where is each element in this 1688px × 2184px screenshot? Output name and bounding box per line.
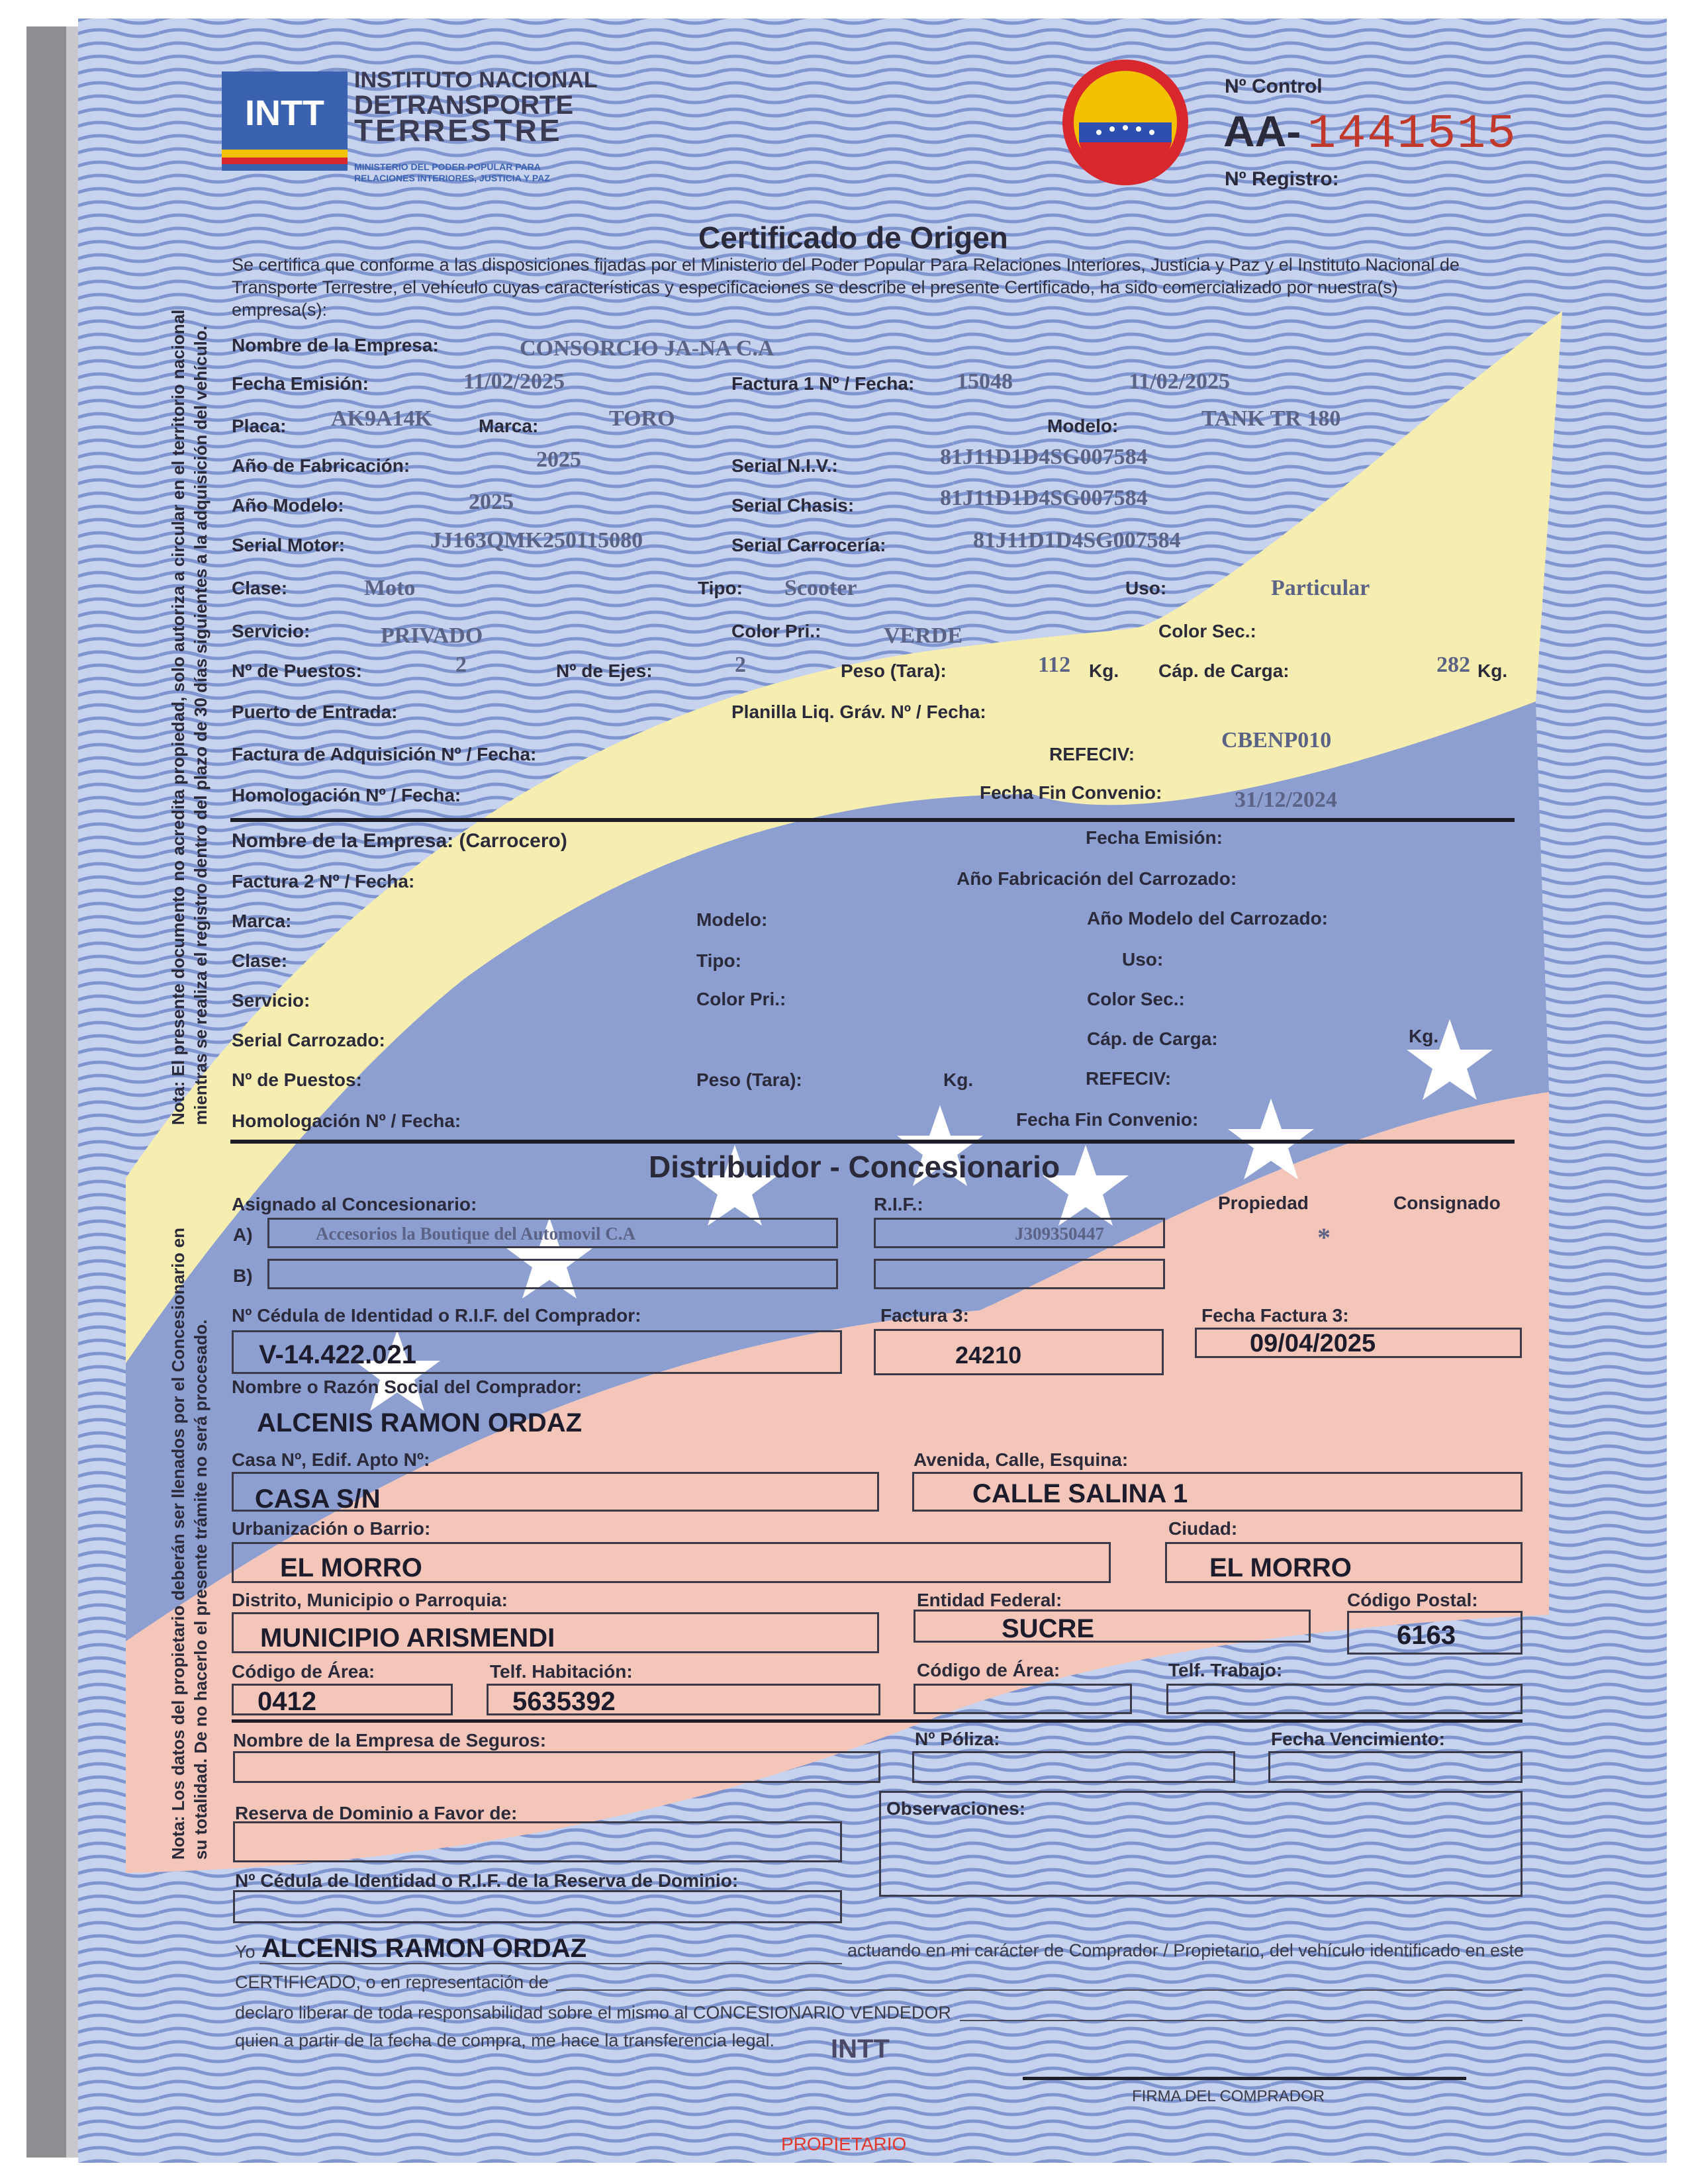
peso-unit: Kg. [1089,660,1119,681]
fecha-emision-value: 11/02/2025 [463,369,565,394]
refeciv-label: REFECIV: [1049,744,1135,764]
declaration-yo: Yo [235,1942,256,1962]
vendedor-line [960,2020,1523,2021]
ciudad-value: EL MORRO [1209,1553,1352,1582]
casa-value: CASA S/N [255,1484,381,1514]
anio-modelo-value: 2025 [469,490,514,514]
serial-motor-label: Serial Motor: [232,535,346,555]
fecha-fin-label: Fecha Fin Convenio: [980,782,1162,803]
placa-label: Placa: [232,416,287,436]
fecha-factura3-field[interactable] [1195,1328,1522,1358]
side-note-bottom: Nota: Los datos del propietario deberán ser llenados por el Concesionario en su totalidad. De no hacerlo el presente trámite no será procesado. [168,1228,211,1860]
color-sec-label: Color Sec.: [1158,621,1256,641]
modelo-label: Modelo: [1047,416,1119,436]
declaration-line3: declaro liberar de toda responsabilidad sobre el mismo al CONCESIONARIO VENDEDOR [235,2003,951,2023]
page-title: Certificado de Origen [698,220,1008,255]
carrocero-fecha-emision-label: Fecha Emisión: [1086,827,1223,848]
declaration-line1: actuando en mi carácter de Comprador / Propietario, del vehículo identificado en este [847,1940,1524,1960]
declaration-name: ALCENIS RAMON ORDAZ [261,1934,587,1963]
anio-modelo-label: Año Modelo: [232,495,344,516]
marca-value: TORO [609,406,675,431]
area1-label: Código de Área: [232,1661,375,1682]
placa-value: AK9A14K [331,406,432,431]
entidad-value: SUCRE [1002,1614,1095,1643]
reserva-label: Reserva de Dominio a Favor de: [235,1803,518,1823]
factura3-label: Factura 3: [880,1305,969,1326]
concesionario-a-field[interactable] [267,1218,838,1248]
seguros-empresa-label: Nombre de la Empresa de Seguros: [233,1730,547,1751]
planilla-label: Planilla Liq. Gráv. Nº / Fecha: [731,702,986,722]
factura3-value: 24210 [955,1342,1022,1369]
serial-niv-value: 81J11D1D4SG007584 [940,445,1148,469]
control-number: 1441515 [1307,107,1517,161]
servicio-value: PRIVADO [381,623,483,648]
rif-a-value: J309350447 [1015,1224,1104,1244]
puestos-value: 2 [455,653,467,677]
nombre-comprador-value: ALCENIS RAMON ORDAZ [257,1408,583,1437]
declaration-line2: CERTIFICADO, o en representación de [235,1972,549,1992]
declaration-name-line [259,1963,842,1964]
area2-label: Código de Área: [917,1660,1060,1680]
factura1-label: Factura 1 Nº / Fecha: [731,373,915,394]
poliza-label: Nº Póliza: [915,1729,1000,1749]
postal-value: 6163 [1397,1621,1456,1650]
empresa-value: CONSORCIO JA-NA C.A [520,336,774,361]
carrocero-peso-unit: Kg. [943,1069,974,1090]
entidad-field[interactable] [914,1610,1311,1643]
avenida-label: Avenida, Calle, Esquina: [914,1449,1129,1470]
marca-label: Marca: [479,416,539,436]
institute-name: INSTITUTO NACIONAL DETRANSPORTE TERRESTRE [354,68,598,148]
casa-label: Casa Nº, Edif. Apto Nº: [232,1449,430,1470]
carrocero-clase-label: Clase: [232,950,288,971]
entidad-label: Entidad Federal: [917,1590,1062,1610]
urbanizacion-label: Urbanización o Barrio: [232,1518,431,1539]
cedula-field[interactable] [232,1330,842,1374]
asignado-label: Asignado al Concesionario: [232,1194,477,1214]
uso-label: Uso: [1125,578,1167,598]
refeciv-value: CBENP010 [1221,728,1332,752]
peso-label: Peso (Tara): [841,660,947,681]
casa-field[interactable] [232,1472,879,1512]
serial-carroceria-label: Serial Carrocería: [731,535,886,555]
ejes-label: Nº de Ejes: [556,660,653,681]
firma-label: FIRMA DEL COMPRADOR [1132,2087,1325,2105]
concesionario-b-field[interactable] [267,1259,838,1289]
telf-trab-label: Telf. Trabajo: [1168,1660,1283,1680]
cedula-comprador-label: Nº Cédula de Identidad o R.I.F. del Comprador: [232,1305,641,1326]
carrocero-homologacion-label: Homologación Nº / Fecha: [232,1111,461,1131]
representacion-line [556,1989,1523,1991]
tipo-value: Scooter [784,576,857,600]
carrocero-color-sec-label: Color Sec.: [1087,989,1185,1009]
puestos-label: Nº de Puestos: [232,660,362,681]
intro-paragraph: Se certifica que conforme a las disposiciones fijadas por el Ministerio del Poder Popular Para Relaciones Interiores, Justicia y Paz y el Instituto Nacional de Transporte Terrestre, el vehículo cuyas características y especificaciones se describe el presente Certificado, ha sido comercializado por nuestra(s) empresa(s): [232,255,1460,320]
intt-logo-block [222,71,348,171]
reserva-field[interactable] [233,1821,842,1862]
seguros-empresa-field[interactable] [233,1751,880,1783]
propiedad-mark: * [1317,1222,1331,1252]
control-label: Nº Control [1225,75,1323,97]
area1-value: 0412 [258,1687,316,1716]
signature-line [1023,2077,1466,2080]
postal-label: Código Postal: [1347,1590,1478,1610]
distrito-field[interactable] [232,1612,879,1653]
anio-modelo-carrozado-label: Año Modelo del Carrozado: [1087,908,1328,929]
concesionario-a-value: Accesorios la Boutique del Automovil C.A [316,1224,635,1244]
registro-label: Nº Registro: [1225,168,1339,190]
carrocero-color-pri-label: Color Pri.: [696,989,786,1009]
observaciones-field[interactable] [879,1791,1523,1897]
carrocero-refeciv-label: REFECIV: [1086,1068,1172,1089]
urbanizacion-value: EL MORRO [280,1553,422,1582]
homologacion-label: Homologación Nº / Fecha: [232,785,461,805]
reserva-cedula-label: Nº Cédula de Identidad o R.I.F. de la Reserva de Dominio: [235,1870,739,1891]
cap-carga-label: Cáp. de Carga: [1158,660,1289,681]
telf-trab-field[interactable] [1166,1684,1523,1714]
telf-hab-value: 5635392 [512,1687,616,1716]
poliza-field[interactable] [912,1751,1235,1783]
ministry-name: MINISTERIO DEL PODER POPULAR PARA RELACIONES INTERIORES, JUSTICIA Y PAZ [354,161,550,183]
telf-hab-field[interactable] [487,1684,880,1715]
cap-carga-value: 282 [1436,653,1470,677]
ciudad-field[interactable] [1165,1542,1523,1583]
serial-carroceria-value: 81J11D1D4SG007584 [973,528,1181,553]
peso-value: 112 [1038,653,1071,677]
ministry-seal-icon [1059,56,1192,189]
intt-logo-text: INTT [245,93,324,133]
cedula-value: V-14.422.021 [259,1340,416,1369]
clase-label: Clase: [232,578,288,598]
serial-chasis-value: 81J11D1D4SG007584 [940,486,1148,510]
carrocero-fecha-fin-label: Fecha Fin Convenio: [1016,1109,1199,1130]
cap-carga-unit: Kg. [1477,660,1508,681]
serial-carrozado-label: Serial Carrozado: [232,1030,385,1050]
carrocero-marca-label: Marca: [232,911,292,931]
row-b-label: B) [233,1265,253,1286]
distrito-value: MUNICIPIO ARISMENDI [260,1623,555,1653]
puerto-label: Puerto de Entrada: [232,702,398,722]
rif-a-field[interactable] [874,1218,1165,1248]
carrocero-uso-label: Uso: [1122,949,1164,970]
anio-fabricacion-value: 2025 [536,447,581,472]
carrocero-empresa-label: Nombre de la Empresa: (Carrocero) [232,830,567,852]
control-prefix: AA- [1223,107,1301,156]
factura2-label: Factura 2 Nº / Fecha: [232,871,415,891]
modelo-value: TANK TR 180 [1201,406,1341,431]
carrocero-cap-carga-unit: Kg. [1409,1026,1439,1046]
nombre-comprador-label: Nombre o Razón Social del Comprador: [232,1377,582,1397]
fecha-emision-label: Fecha Emisión: [232,373,369,394]
distribuidor-title: Distribuidor - Concesionario [649,1150,1060,1184]
carrocero-servicio-label: Servicio: [232,990,310,1011]
carrocero-modelo-label: Modelo: [696,909,768,930]
ciudad-label: Ciudad: [1168,1518,1238,1539]
observaciones-label: Observaciones: [886,1798,1026,1819]
row-a-label: A) [233,1224,253,1245]
uso-value: Particular [1271,576,1370,600]
propiedad-label: Propiedad [1218,1193,1309,1213]
avenida-field[interactable] [912,1472,1523,1512]
section-divider-2 [230,1140,1515,1144]
fecha-factura3-label: Fecha Factura 3: [1201,1305,1349,1326]
vencimiento-field[interactable] [1268,1751,1523,1783]
section-divider-3 [232,1719,1523,1723]
carrocero-peso-label: Peso (Tara): [696,1069,802,1090]
anio-fabricacion-label: Año de Fabricación: [232,455,410,476]
avenida-value: CALLE SALINA 1 [972,1479,1188,1508]
intt-stamp: INTT [831,2034,890,2064]
urbanizacion-field[interactable] [232,1542,1111,1583]
section-divider [230,818,1515,822]
clase-value: Moto [364,576,416,600]
fecha-factura3-value: 09/04/2025 [1250,1330,1376,1357]
distrito-label: Distrito, Municipio o Parroquia: [232,1590,508,1610]
postal-field[interactable] [1347,1611,1523,1655]
carrocero-tipo-label: Tipo: [696,950,741,971]
serial-chasis-label: Serial Chasis: [731,495,855,516]
empresa-label: Nombre de la Empresa: [232,335,439,355]
serial-motor-value: JJ163QMK250115080 [430,528,643,553]
factura1-date: 11/02/2025 [1129,369,1231,394]
color-pri-value: VERDE [884,623,963,648]
reserva-cedula-field[interactable] [233,1890,842,1923]
tipo-label: Tipo: [698,578,743,598]
serial-niv-label: Serial N.I.V.: [731,455,838,476]
anio-fab-carrozado-label: Año Fabricación del Carrozado: [957,868,1237,889]
area2-field[interactable] [914,1684,1132,1714]
color-pri-label: Color Pri.: [731,621,821,641]
factura-adquisicion-label: Factura de Adquisición Nº / Fecha: [232,744,537,764]
rif-b-field[interactable] [874,1259,1165,1289]
copy-label: PROPIETARIO [781,2134,907,2154]
declaration-line4: quien a partir de la fecha de compra, me hace la transferencia legal. [235,2030,774,2050]
carrocero-cap-carga-label: Cáp. de Carga: [1087,1028,1218,1049]
fecha-fin-value: 31/12/2024 [1235,788,1337,812]
rif-label: R.I.F.: [874,1194,923,1214]
consignado-label: Consignado [1393,1193,1501,1213]
factura1-number: 15048 [957,369,1013,394]
carrocero-puestos-label: Nº de Puestos: [232,1069,362,1090]
area1-field[interactable] [232,1684,453,1715]
servicio-label: Servicio: [232,621,310,641]
vencimiento-label: Fecha Vencimiento: [1271,1729,1445,1749]
factura3-field[interactable] [874,1329,1164,1375]
telf-hab-label: Telf. Habitación: [490,1661,633,1682]
ejes-value: 2 [735,653,746,677]
side-note-top: Nota: El presente documento no acredita propiedad, solo autoriza a circular en el territorio nacional mientras se realiza el registro dentro del plazo de 30 días siguientes a la adquisición del vehículo. [168,309,211,1125]
